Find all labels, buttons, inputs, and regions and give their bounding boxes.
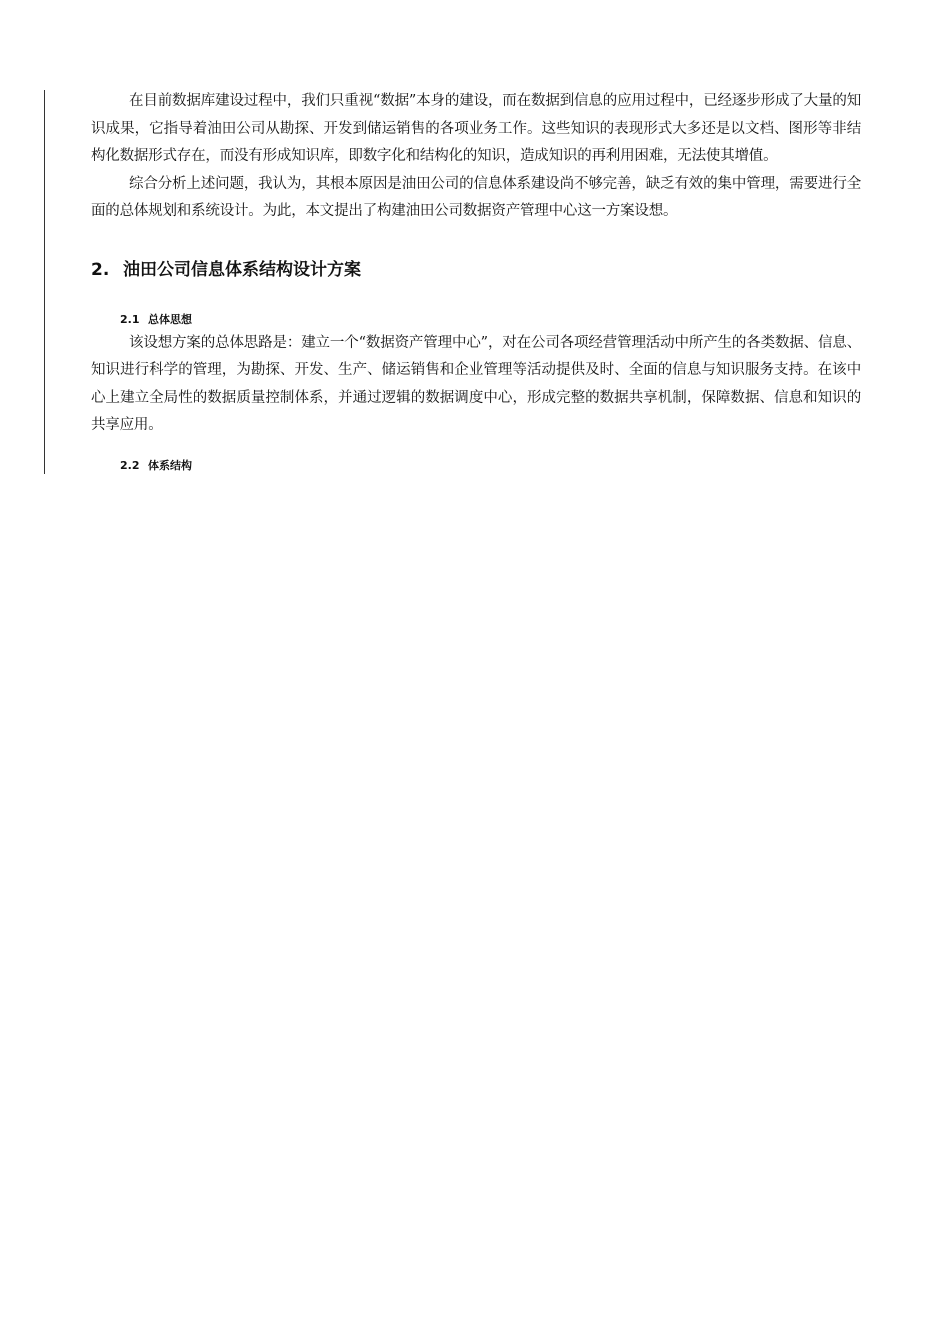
section-number: 2. xyxy=(91,259,110,280)
subsection-number: 2.2 xyxy=(120,458,140,472)
subsection-title: 体系结构 xyxy=(148,458,192,472)
intro-paragraph-2: 综合分析上述问题，我认为，其根本原因是油田公司的信息体系建设尚不够完善，缺乏有效的集中管理，需要进行全面的总体规划和系统设计。为此，本文提出了构建油田公司数据资产管理中心这一方案设想。 xyxy=(91,175,861,219)
subsection-number: 2.1 xyxy=(120,312,140,326)
document-body xyxy=(91,88,861,476)
subsection-heading-2-1 xyxy=(91,310,861,330)
subsection-title: 总体思想 xyxy=(148,312,192,326)
intro-paragraph-1: 在目前数据库建设过程中，我们只重视“数据”本身的建设，而在数据到信息的应用过程中，已经逐步形成了大量的知识成果，它指导着油田公司从勘探、开发到储运销售的各项业务工作。这些知识的表现形式大多还是以文档、图形等非结构化数据形式存在，而没有形成知识库，即数字化和结构化的知识，造成知识的再利用困难，无法使其增值。 xyxy=(91,93,861,164)
margin-change-bar xyxy=(44,90,45,474)
section-title: 油田公司信息体系结构设计方案 xyxy=(123,259,361,280)
subsection-heading-2-2 xyxy=(91,456,861,476)
subsection-paragraph: 该设想方案的总体思路是：建立一个“数据资产管理中心”，对在公司各项经营管理活动中所产生的各类数据、信息、知识进行科学的管理，为勘探、开发、生产、储运销售和企业管理等活动提供及时、全面的信息与知识服务支持。在该中心上建立全局性的数据质量控制体系，并通过逻辑的数据调度中心，形成完整的数据共享机制，保障数据、信息和知识的共享应用。 xyxy=(91,334,861,433)
section-heading xyxy=(91,256,861,284)
